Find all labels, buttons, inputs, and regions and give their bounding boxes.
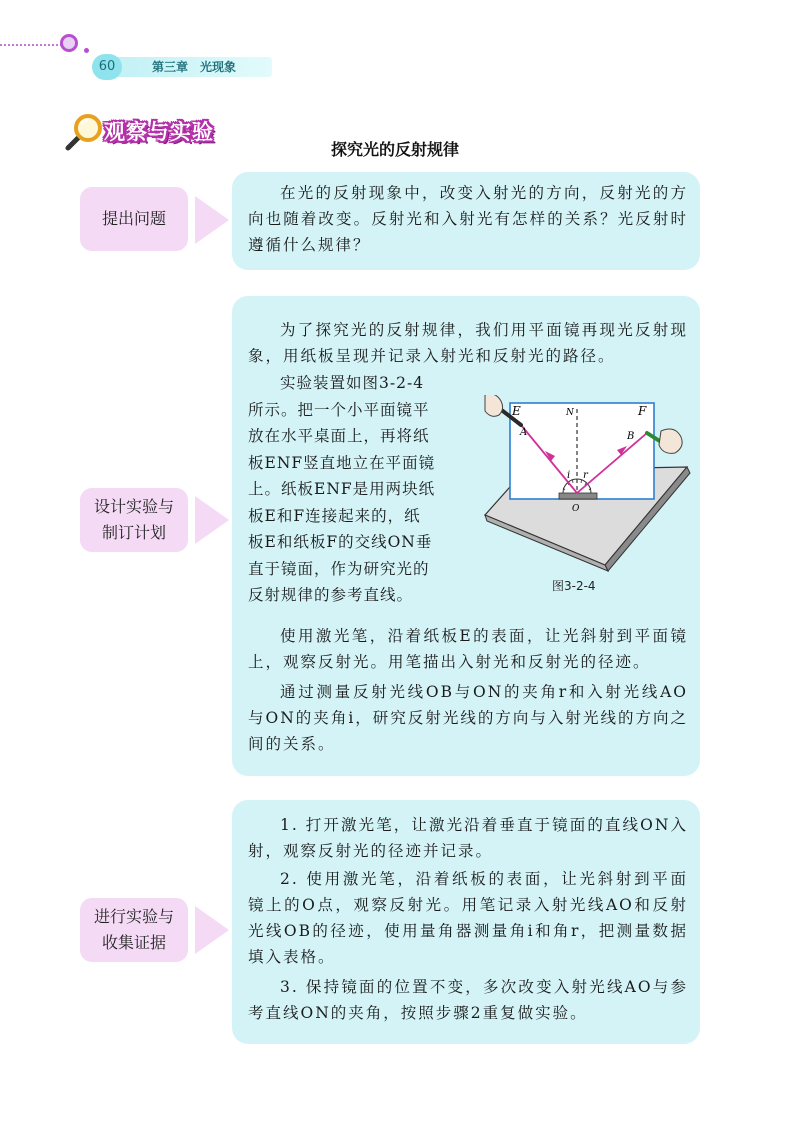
text-line: 直于镜面，作为研究光的 (248, 559, 430, 578)
step-1: 1. 打开激光笔，让激光沿着垂直于镜面的直线ON入射，观察反射光的径迹并记录。 (248, 816, 688, 860)
magnifier-icon (64, 112, 104, 152)
label-i: i (567, 470, 571, 481)
paper-board (510, 403, 654, 499)
hand-left-icon (485, 395, 503, 416)
text-line: 板E和F连接起来的，纸 (248, 506, 421, 525)
text-line: 上。纸板ENF是用两块纸 (248, 480, 436, 498)
text-line: 板E和纸板F的交线ON垂 (248, 533, 433, 551)
arrow-icon (195, 906, 229, 954)
label-F: F (638, 404, 647, 418)
figure-caption: 图3-2-4 (552, 579, 596, 593)
text-line: 板ENF竖直地立在平面镜 (248, 453, 436, 472)
design-paragraph-4: 通过测量反射光线OB与ON的夹角r和入射光线AO与ON的夹角i，研究反射光线的方向与入射光线的方向之间的关系。 (248, 683, 688, 753)
tag-experiment-line1: 进行实验与 (93, 907, 174, 926)
header-dot-icon (84, 48, 89, 53)
step-3: 3. 保持镜面的位置不变，多次改变入射光线AO与参考直线ON的夹角，按照步骤2重复做实验。 (248, 978, 688, 1022)
text-line: 放在水平桌面上，再将纸 (248, 427, 430, 445)
label-N: N (566, 408, 574, 418)
label-B: B (627, 431, 635, 442)
header-ring-icon (60, 34, 78, 52)
text-line: 所示。把一个小平面镜平 (248, 400, 430, 419)
tag-design (80, 488, 188, 552)
label-E: E (512, 404, 521, 418)
experiment-figure (455, 395, 695, 575)
tag-experiment (80, 898, 188, 962)
mirror (559, 493, 597, 499)
hand-right-icon (659, 429, 682, 453)
tag-experiment-line2: 收集证据 (101, 933, 166, 952)
header-dotted-line (0, 44, 66, 46)
design-paragraph-2 (248, 370, 460, 609)
tag-question (80, 187, 188, 251)
tag-design-line2: 制订计划 (101, 523, 166, 542)
text-line: 实验装置如图3-2-4 (280, 374, 425, 392)
tag-design-line1: 设计实验与 (93, 497, 174, 516)
step-2: 2. 使用激光笔，沿着纸板的表面，让光斜射到平面镜上的O点，观察反射光。用笔记录入射光线AO和反射光线OB的径迹，使用量角器测量角i和角r，把测量数据填入表格。 (248, 870, 688, 966)
main-title: 探究光的反射规律 (330, 140, 459, 159)
label-A: A (520, 427, 528, 438)
section-title: 观察与实验 (104, 120, 214, 144)
label-r: r (583, 470, 588, 481)
text-line: 反射规律的参考直线。 (248, 586, 414, 604)
question-paragraph: 在光的反射现象中，改变入射光的方向，反射光的方向也随着改变。反射光和入射光有怎样的关系？光反射时遵循什么规律？ (248, 184, 688, 254)
chapter-title: 第三章 光现象 (152, 60, 237, 74)
arrow-icon (195, 496, 229, 544)
design-paragraph-3: 使用激光笔，沿着纸板E的表面，让光斜射到平面镜上，观察反射光。用笔描出入射光和反射光的径迹。 (248, 627, 688, 671)
page-number: 60 (92, 54, 122, 80)
arrow-icon (195, 196, 229, 244)
design-paragraph-1: 为了探究光的反射规律，我们用平面镜再现光反射现象，用纸板呈现并记录入射光和反射光的路径。 (248, 321, 688, 365)
tag-question-label: 提出问题 (101, 209, 166, 228)
label-O: O (572, 504, 580, 514)
